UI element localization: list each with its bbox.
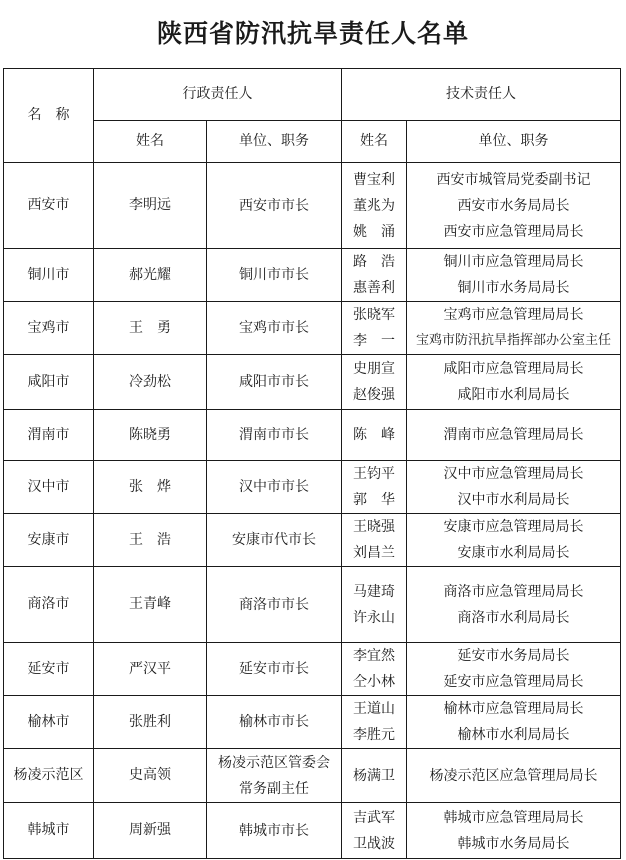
table-row (4, 749, 621, 803)
tech-names-cell (342, 696, 407, 749)
tech-position: 汉中市应急管理局局长 (443, 466, 584, 482)
region-cell (4, 514, 94, 567)
admin-name: 王 勇 (129, 319, 171, 336)
tech-position: 韩城市水务局局长 (457, 835, 570, 852)
admin-name-cell (94, 410, 207, 461)
table-row (4, 410, 621, 461)
region-name: 铜川市 (27, 266, 70, 283)
tech-name: 赵俊强 (353, 387, 395, 403)
table-row (4, 567, 621, 643)
page-title: 陕西省防汛抗旱责任人名单 (156, 19, 469, 48)
tech-position: 咸阳市水利局局长 (457, 387, 570, 403)
tech-position: 铜川市水务局局长 (457, 280, 570, 296)
region-cell (4, 355, 94, 410)
tech-position: 铜川市应急管理局局长 (443, 254, 584, 270)
admin-position-cell (207, 567, 342, 643)
admin-name-cell (94, 355, 207, 410)
tech-positions-cell (407, 249, 621, 302)
admin-position-cell (207, 461, 342, 514)
table-row (4, 696, 621, 749)
region-cell (4, 803, 94, 859)
tech-positions-cell (407, 803, 621, 859)
admin-name-cell (94, 696, 207, 749)
admin-position-cell (207, 803, 342, 859)
region-name: 渭南市 (27, 426, 70, 443)
region-cell (4, 461, 94, 514)
header-admin-position: 单位、职务 (207, 121, 342, 163)
tech-positions-cell (407, 302, 621, 355)
header-admin-name: 姓名 (94, 121, 207, 163)
tech-positions-cell (407, 514, 621, 567)
table-row (4, 461, 621, 514)
header-admin-group: 行政责任人 (94, 69, 342, 121)
tech-name: 史朋宣 (353, 361, 395, 377)
tech-positions-cell (407, 643, 621, 696)
region-cell (4, 749, 94, 803)
tech-names-cell (342, 163, 407, 249)
tech-name: 吉武军 (353, 809, 395, 826)
admin-position-line: 榆林市市长 (239, 714, 309, 730)
tech-positions-cell (407, 749, 621, 803)
header-tech-name: 姓名 (342, 121, 407, 163)
region-cell (4, 643, 94, 696)
tech-name: 马建琦 (353, 583, 395, 600)
admin-position-line: 咸阳市市长 (239, 374, 309, 390)
admin-name: 李明远 (129, 197, 171, 213)
tech-name: 王晓强 (353, 519, 395, 535)
tech-position: 榆林市应急管理局局长 (443, 701, 584, 717)
tech-positions-cell (407, 355, 621, 410)
admin-position-cell (207, 163, 342, 249)
admin-name: 陈晓勇 (129, 426, 171, 443)
admin-name: 史高领 (129, 767, 171, 783)
admin-name-cell (94, 749, 207, 803)
tech-position: 安康市水利局局长 (457, 545, 570, 561)
tech-name: 姚 涌 (353, 223, 395, 240)
tech-positions-cell (407, 461, 621, 514)
admin-name-cell (94, 249, 207, 302)
tech-name: 刘昌兰 (353, 545, 395, 561)
tech-names-cell (342, 355, 407, 410)
admin-name: 冷劲松 (129, 373, 171, 390)
admin-name: 郝光耀 (129, 266, 171, 283)
tech-name: 杨满卫 (353, 767, 395, 784)
tech-names-cell (342, 514, 407, 567)
admin-position-line: 汉中市市长 (239, 479, 309, 495)
tech-positions-cell (407, 567, 621, 643)
tech-names-cell (342, 567, 407, 643)
tech-position: 西安市水务局局长 (457, 197, 570, 214)
tech-name: 许永山 (353, 609, 395, 626)
tech-positions-cell (407, 696, 621, 749)
tech-position: 杨凌示范区应急管理局局长 (429, 767, 598, 784)
tech-name: 仝小林 (353, 674, 395, 690)
tech-position: 商洛市应急管理局局长 (443, 583, 584, 600)
region-cell (4, 302, 94, 355)
admin-position-cell (207, 696, 342, 749)
region-name: 杨凌示范区 (13, 767, 84, 783)
admin-name: 张胜利 (129, 713, 171, 730)
tech-position: 咸阳市应急管理局局长 (443, 361, 584, 377)
admin-position-cell (207, 410, 342, 461)
header-tech-position: 单位、职务 (407, 121, 621, 163)
admin-position-line: 安康市代市长 (232, 532, 316, 548)
admin-name-cell (94, 461, 207, 514)
tech-position: 延安市水务局局长 (457, 648, 570, 664)
admin-position-cell (207, 249, 342, 302)
tech-position: 安康市应急管理局局长 (443, 519, 584, 535)
table-row (4, 355, 621, 410)
tech-name: 路 浩 (353, 254, 395, 270)
admin-name-cell (94, 163, 207, 249)
tech-name: 郭 华 (353, 492, 395, 508)
tech-position: 商洛市水利局局长 (457, 609, 570, 626)
table-body (4, 163, 621, 859)
table-row (4, 163, 621, 249)
tech-position: 延安市应急管理局局长 (443, 674, 584, 690)
admin-name: 张 烨 (129, 478, 171, 495)
table-row (4, 514, 621, 567)
tech-positions-cell (407, 163, 621, 249)
tech-position: 韩城市应急管理局局长 (443, 809, 584, 826)
table-row (4, 302, 621, 355)
tech-position: 汉中市水利局局长 (457, 492, 570, 508)
tech-name: 董兆为 (353, 197, 395, 214)
admin-position-cell (207, 643, 342, 696)
region-name: 咸阳市 (27, 373, 70, 390)
region-name: 榆林市 (27, 713, 70, 730)
region-cell (4, 410, 94, 461)
tech-position: 西安市城管局党委副书记 (436, 171, 591, 188)
admin-position-line: 商洛市市长 (239, 596, 309, 613)
admin-position-cell (207, 749, 342, 803)
admin-position-line: 韩城市市长 (239, 822, 309, 839)
admin-position-line: 常务副主任 (239, 780, 309, 797)
region-cell (4, 249, 94, 302)
tech-name: 李宜然 (353, 648, 395, 664)
tech-position: 宝鸡市应急管理局局长 (443, 307, 584, 323)
tech-name: 李 一 (353, 333, 395, 349)
admin-name-cell (94, 803, 207, 859)
admin-name: 王 浩 (129, 531, 171, 548)
tech-names-cell (342, 803, 407, 859)
admin-position-line: 铜川市市长 (239, 267, 309, 283)
tech-names-cell (342, 410, 407, 461)
header-name-col: 名 称 (4, 69, 94, 163)
tech-positions-cell (407, 410, 621, 461)
region-name: 延安市 (27, 660, 70, 677)
tech-position: 宝鸡市防汛抗旱指挥部办公室主任 (415, 333, 611, 348)
admin-position-line: 宝鸡市市长 (239, 320, 309, 336)
tech-name: 张晓军 (353, 307, 395, 323)
table-row (4, 803, 621, 859)
admin-name: 严汉平 (129, 660, 171, 677)
region-name: 商洛市 (27, 596, 70, 612)
tech-name: 李胜元 (353, 727, 395, 743)
region-name: 安康市 (27, 531, 70, 548)
tech-names-cell (342, 249, 407, 302)
responsibility-table (3, 68, 621, 859)
admin-position-line: 延安市市长 (239, 661, 309, 677)
admin-position-cell (207, 514, 342, 567)
region-cell (4, 163, 94, 249)
admin-name-cell (94, 514, 207, 567)
tech-names-cell (342, 643, 407, 696)
tech-name: 卫战波 (353, 835, 395, 852)
tech-name: 惠善利 (353, 280, 395, 296)
tech-names-cell (342, 461, 407, 514)
tech-name: 王钧平 (353, 466, 395, 482)
admin-position-line: 西安市市长 (239, 197, 309, 214)
region-cell (4, 696, 94, 749)
region-cell (4, 567, 94, 643)
tech-name: 陈 峰 (353, 427, 395, 443)
header-tech-group: 技术责任人 (342, 69, 621, 121)
admin-name-cell (94, 643, 207, 696)
tech-position: 渭南市应急管理局局长 (443, 427, 584, 443)
admin-name-cell (94, 302, 207, 355)
tech-names-cell (342, 749, 407, 803)
region-name: 韩城市 (27, 822, 70, 838)
admin-name: 王青峰 (129, 596, 171, 612)
tech-names-cell (342, 302, 407, 355)
tech-name: 曹宝利 (353, 171, 395, 188)
admin-name: 周新强 (129, 822, 171, 838)
table-row (4, 643, 621, 696)
region-name: 汉中市 (27, 478, 70, 495)
tech-position: 西安市应急管理局局长 (443, 223, 584, 240)
admin-position-line: 渭南市市长 (239, 427, 309, 443)
admin-position-cell (207, 302, 342, 355)
tech-position: 榆林市水利局局长 (457, 727, 570, 743)
region-name: 宝鸡市 (27, 319, 70, 336)
admin-name-cell (94, 567, 207, 643)
region-name: 西安市 (27, 197, 70, 213)
tech-name: 王道山 (353, 701, 395, 717)
table-row (4, 249, 621, 302)
admin-position-cell (207, 355, 342, 410)
admin-position-line: 杨凌示范区管委会 (218, 754, 330, 771)
